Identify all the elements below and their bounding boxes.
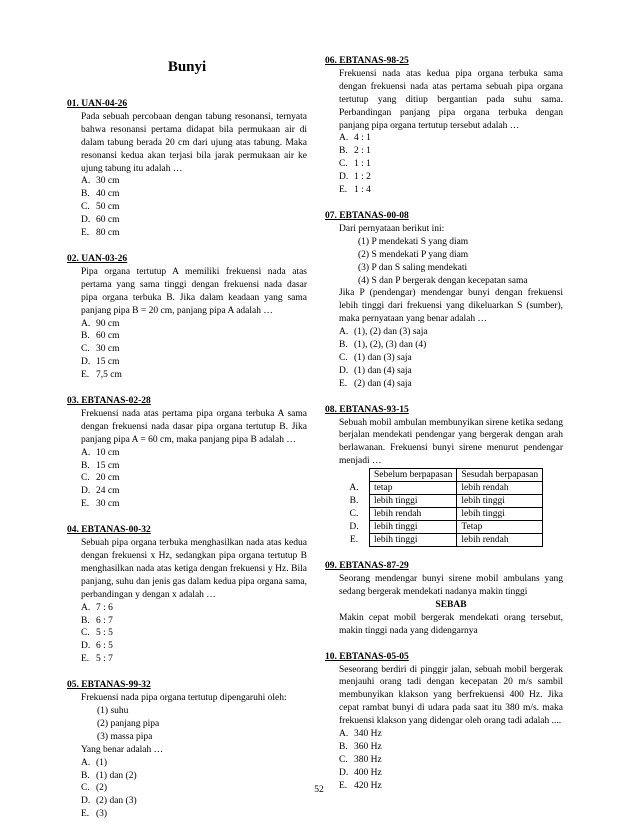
option-letter: B. bbox=[339, 146, 348, 157]
question-header: 01. UAN-04-26 bbox=[67, 99, 128, 109]
option-text: 340 Hz bbox=[354, 729, 382, 740]
option-text: (2) dan (4) saja bbox=[354, 378, 412, 389]
option-text: 15 cm bbox=[96, 460, 120, 471]
option-text: (1), (2), (3) dan (4) bbox=[354, 340, 427, 351]
option-letter: D. bbox=[339, 172, 349, 183]
left-column bbox=[67, 55, 307, 834]
option bbox=[81, 460, 307, 473]
option-letter: A. bbox=[349, 483, 359, 494]
table-cell: lebih tinggi bbox=[370, 495, 457, 508]
question-09 bbox=[325, 560, 563, 637]
option bbox=[81, 343, 307, 356]
question-header: 06. EBTANAS-98-25 bbox=[325, 56, 409, 66]
option-letter: A. bbox=[81, 176, 91, 187]
option-letter: D. bbox=[81, 796, 91, 807]
question-header: 02. UAN-03-26 bbox=[67, 253, 128, 264]
question-03 bbox=[67, 395, 307, 511]
table-row bbox=[339, 534, 543, 547]
option-letter: E. bbox=[339, 780, 348, 791]
column-header: Sesudah berpapasan bbox=[457, 469, 543, 482]
question-text: Seseorang berdiri di pinggir jalan, sebuah mobil bergerak menjauhi orang tadi dengan kecepatan 20 m/s sambil membunyikan klakson yang berfrekuensi 400 Hz. Jika cepat rambat bunyi di udara pada saat itu 380 m/s. maka frekuensi klakson yang didengar oleh orang tadi adalah .... bbox=[339, 664, 563, 727]
option bbox=[81, 356, 307, 369]
option-letter: C. bbox=[339, 159, 348, 170]
option bbox=[81, 175, 307, 188]
option-letter: A. bbox=[81, 602, 91, 613]
table-cell: lebih tinggi bbox=[370, 521, 457, 534]
option-text: (1) bbox=[96, 757, 108, 768]
option bbox=[81, 640, 307, 653]
option-text: (1), (2) dan (3) saja bbox=[354, 327, 428, 338]
option-text: 50 cm bbox=[96, 202, 120, 213]
option bbox=[81, 808, 307, 821]
option-text: (1) dan (3) saja bbox=[354, 352, 412, 363]
option-letter: D. bbox=[81, 486, 91, 497]
question-text: Pada sebuah percobaan dengan tabung resonansi, ternyata bahwa resonansi pertama didapat bila permukaan air di dalam tabung berada 20 cm dari ujung atas tabung. Maka resonansi kedua akan terjasi bila jarak permukaan air ke ujung tabung itu adalah … bbox=[81, 111, 307, 174]
question-04 bbox=[67, 524, 307, 666]
option bbox=[81, 188, 307, 201]
option-letter: C. bbox=[349, 509, 359, 520]
table-cell: lebih tinggi bbox=[457, 508, 543, 521]
answer-table bbox=[339, 468, 543, 547]
option-letter: A. bbox=[339, 327, 349, 338]
option-text: 7 : 6 bbox=[96, 602, 113, 613]
option-text: 40 cm bbox=[96, 189, 120, 200]
table-cell: lebih tinggi bbox=[370, 534, 457, 547]
option-letter: B. bbox=[81, 189, 90, 200]
option bbox=[81, 227, 307, 240]
option-letter: E. bbox=[81, 370, 90, 381]
option-text: 30 cm bbox=[96, 176, 120, 187]
option-text: 380 Hz bbox=[354, 754, 382, 765]
question-text: Frekuensi nada atas kedua pipa organa terbuka sama dengan frekuensi nada atas pertama sebuah pipa organa tertutup yang ditiup bergantian pada suhu sama. Perbandingan panjang pipa organa terbuka dengan panjang pipa organa tertutup tersebut adalah … bbox=[339, 68, 563, 131]
option-list bbox=[67, 602, 307, 667]
option-letter: B. bbox=[339, 741, 348, 752]
question-header: 09. EBTANAS-87-29 bbox=[325, 561, 409, 572]
option-text: 80 cm bbox=[96, 228, 120, 239]
option-list bbox=[67, 447, 307, 512]
option-letter: C. bbox=[339, 352, 348, 363]
option-text: (2) dan (3) bbox=[96, 796, 137, 807]
statement-item: (3) P dan S saling mendekati bbox=[358, 262, 468, 273]
option-letter: C. bbox=[81, 783, 90, 794]
question-text: Dari pernyataan berikut ini: bbox=[339, 223, 445, 234]
question-header: 04. EBTANAS-00-32 bbox=[67, 525, 151, 536]
option-text: 400 Hz bbox=[354, 767, 382, 778]
option bbox=[81, 485, 307, 498]
option-letter: A. bbox=[339, 133, 349, 144]
option-letter: C. bbox=[81, 202, 90, 213]
option-letter: D. bbox=[81, 641, 91, 652]
option-list bbox=[325, 132, 563, 197]
option bbox=[81, 757, 307, 770]
question-header: 10. EBTANAS-05-05 bbox=[325, 651, 409, 662]
option bbox=[81, 330, 307, 343]
question-header: 08. EBTANAS-93-15 bbox=[325, 404, 409, 415]
table-header-row bbox=[339, 469, 543, 482]
option bbox=[339, 158, 563, 171]
statement-item: (4) S dan P bergerak dengan kecepatan sama bbox=[358, 275, 528, 286]
table-cell: lebih tinggi bbox=[457, 495, 543, 508]
option-letter: A. bbox=[339, 729, 349, 740]
option-list bbox=[67, 318, 307, 383]
option bbox=[339, 741, 563, 754]
table-row bbox=[339, 521, 543, 534]
option-text: 1 : 2 bbox=[354, 172, 371, 183]
option bbox=[81, 201, 307, 214]
option-text: 1 : 1 bbox=[354, 159, 371, 170]
question-text: Frekuensi nada atas pertama pipa organa terbuka A sama dengan frekuensi nada dasar pipa organa tertutup B. Jika panjang pipa A = 60 cm, maka panjang pipa B adalah … bbox=[81, 408, 307, 445]
option bbox=[81, 447, 307, 460]
option-text: 4 : 1 bbox=[354, 133, 371, 144]
statement-item: (3) massa pipa bbox=[97, 731, 153, 742]
table-cell: tetap bbox=[370, 482, 457, 495]
table-row bbox=[339, 482, 543, 495]
option-letter: B. bbox=[81, 770, 90, 781]
option-letter: A. bbox=[81, 318, 91, 329]
question-text: Seorang mendengar bunyi sirene mobil ambulans yang sedang bergerak mendekati nadanya makin tinggi bbox=[339, 574, 563, 597]
page-title: Bunyi bbox=[167, 59, 207, 75]
option-letter: D. bbox=[349, 522, 359, 533]
option-letter: E. bbox=[81, 654, 90, 665]
table-cell: lebih rendah bbox=[370, 508, 457, 521]
question-06 bbox=[325, 55, 563, 197]
table-cell: Tetap bbox=[457, 521, 543, 534]
option-letter: B. bbox=[81, 460, 90, 471]
option bbox=[339, 767, 563, 780]
option-letter: D. bbox=[339, 365, 349, 376]
statement-item: (2) panjang pipa bbox=[97, 718, 160, 729]
option bbox=[339, 171, 563, 184]
option bbox=[339, 184, 563, 197]
column-header: Sebelum berpapasan bbox=[370, 469, 457, 482]
option bbox=[81, 318, 307, 331]
option-text: 30 cm bbox=[96, 499, 120, 510]
option bbox=[339, 378, 563, 391]
option-letter: E. bbox=[81, 228, 90, 239]
option bbox=[81, 627, 307, 640]
option-text: 420 Hz bbox=[354, 780, 382, 791]
option-letter: E. bbox=[81, 809, 90, 820]
option bbox=[339, 352, 563, 365]
option-text: (1) dan (4) saja bbox=[354, 365, 412, 376]
question-05 bbox=[67, 679, 307, 821]
option-letter: D. bbox=[81, 357, 91, 368]
option-text: 24 cm bbox=[96, 486, 120, 497]
option-text: 6 : 5 bbox=[96, 641, 113, 652]
question-prompt: Yang benar adalah … bbox=[81, 744, 164, 755]
question-header: 03. EBTANAS-02-28 bbox=[67, 396, 151, 407]
option bbox=[81, 653, 307, 666]
option-text: 90 cm bbox=[96, 318, 120, 329]
statement-item: (1) suhu bbox=[97, 705, 129, 716]
option-text: 5 : 5 bbox=[96, 628, 113, 639]
option bbox=[81, 214, 307, 227]
option bbox=[339, 728, 563, 741]
option bbox=[81, 369, 307, 382]
table-row bbox=[339, 495, 543, 508]
option bbox=[81, 472, 307, 485]
question-header: 05. EBTANAS-99-32 bbox=[67, 680, 151, 691]
option-letter: B. bbox=[349, 496, 359, 507]
statement-item: (1) P mendekati S yang diam bbox=[358, 236, 469, 247]
option-text: 7,5 cm bbox=[96, 370, 122, 381]
option bbox=[339, 339, 563, 352]
question-08 bbox=[325, 404, 563, 548]
option-text: 15 cm bbox=[96, 357, 120, 368]
option bbox=[81, 770, 307, 783]
question-text: Pipa organa tertutup A memiliki frekuensi nada atas pertama yang sama tinggi dengan frekuensi nada dasar pipa organa terbuka B. Jika dalam keadaan yang sama panjang pipa B = 20 cm, panjang pipa A adalah … bbox=[81, 266, 307, 316]
statement-item: (2) S mendekati P yang diam bbox=[358, 249, 469, 260]
option-text: (3) bbox=[96, 809, 108, 820]
sebab-label: SEBAB bbox=[435, 599, 467, 610]
option bbox=[81, 795, 307, 808]
option-text: 30 cm bbox=[96, 344, 120, 355]
option-letter: B. bbox=[339, 340, 348, 351]
option-text: 10 cm bbox=[96, 447, 120, 458]
option-text: 360 Hz bbox=[354, 741, 382, 752]
page-number: 52 bbox=[314, 785, 324, 795]
question-prompt: Jika P (pendengar) mendengar bunyi dengan frekuensi lebih tinggi dari frekuensi yang dikeluarkan S (sumber), maka pernyataan yang benar adalah … bbox=[339, 288, 563, 325]
option-text: 60 cm bbox=[96, 215, 120, 226]
option-text: 60 cm bbox=[96, 331, 120, 342]
option-letter: E. bbox=[349, 535, 359, 546]
option bbox=[81, 602, 307, 615]
option bbox=[339, 132, 563, 145]
option-letter: C. bbox=[339, 754, 348, 765]
question-text: Sebuah mobil ambulan membunyikan sirene ketika sedang berjalan mendekati pendengar yang bergerak dengan arah berlawanan. Frekuensi bunyi sirene menurut pendengar menjadi … bbox=[339, 417, 563, 467]
table-cell: lebih rendah bbox=[457, 534, 543, 547]
right-column bbox=[325, 55, 563, 806]
option-letter: B. bbox=[81, 331, 90, 342]
option-text: 1 : 4 bbox=[354, 185, 371, 196]
option-text: (1) dan (2) bbox=[96, 770, 137, 781]
option-letter: B. bbox=[81, 615, 90, 626]
option-letter: D. bbox=[339, 767, 349, 778]
option bbox=[339, 754, 563, 767]
option-text: 5 : 7 bbox=[96, 654, 113, 665]
question-07 bbox=[325, 210, 563, 391]
table-cell: lebih rendah bbox=[457, 482, 543, 495]
option-letter: C. bbox=[81, 344, 90, 355]
option-list bbox=[325, 326, 563, 391]
question-header: 07. EBTANAS-00-08 bbox=[325, 210, 409, 221]
table-row bbox=[339, 508, 543, 521]
option-letter: E. bbox=[339, 185, 348, 196]
option bbox=[81, 615, 307, 628]
question-text: Sebuah pipa organa terbuka menghasilkan nada atas kedua dengan frekuensi x Hz, sedangkan pipa organa tertutup B menghasilkan nada atas ketiga dengan frekuensi y Hz. Bila panjang, suhu dan jenis gas dalam kedua pipa organa sama, perbandingan y dengan x adalah … bbox=[81, 538, 307, 600]
option-letter: E. bbox=[81, 499, 90, 510]
question-text-2: Makin cepat mobil bergerak mendekati orang tersebut, makin tinggi nada yang didengarnya bbox=[339, 612, 563, 636]
option-list bbox=[325, 728, 563, 793]
option-letter: A. bbox=[81, 447, 91, 458]
option-letter: D. bbox=[81, 215, 91, 226]
option bbox=[339, 326, 563, 339]
option-text: (2) bbox=[96, 783, 108, 794]
option-letter: E. bbox=[339, 378, 348, 389]
option-text: 20 cm bbox=[96, 473, 120, 484]
option-letter: A. bbox=[81, 757, 91, 768]
question-02 bbox=[67, 253, 307, 382]
option-letter: C. bbox=[81, 628, 90, 639]
option bbox=[339, 145, 563, 158]
option bbox=[81, 498, 307, 511]
option-text: 2 : 1 bbox=[354, 146, 371, 157]
question-text: Frekuensi nada pipa organa tertutup dipengaruhi oleh: bbox=[81, 693, 287, 704]
option-list bbox=[67, 175, 307, 240]
question-01 bbox=[67, 98, 307, 240]
option bbox=[339, 365, 563, 378]
question-10 bbox=[325, 651, 563, 793]
option-text: 6 : 7 bbox=[96, 615, 113, 626]
option-letter: C. bbox=[81, 473, 90, 484]
